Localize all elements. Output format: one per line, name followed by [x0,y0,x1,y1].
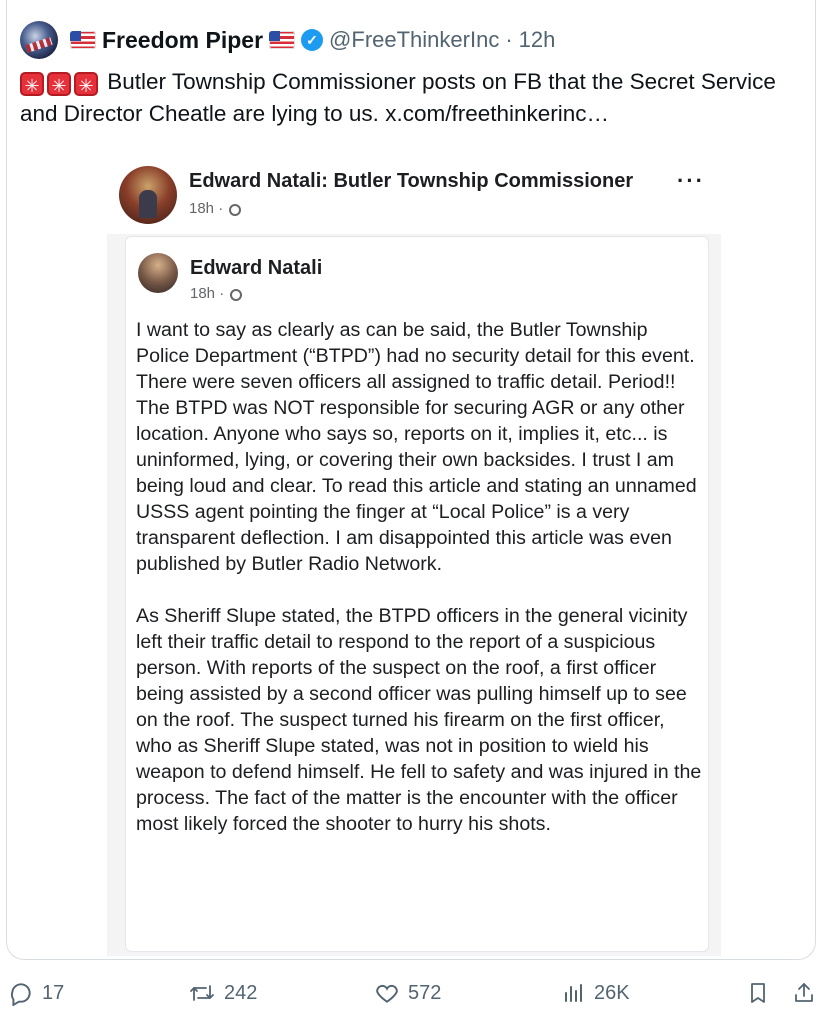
user-avatar[interactable] [20,21,58,59]
bookmark-icon [746,980,770,1006]
us-flag-icon [269,31,295,49]
separator-dot: · [505,27,513,52]
rotating-light-icon: ✳ [20,72,44,96]
globe-icon [229,204,241,216]
reply-icon [8,980,34,1006]
fb-author-avatar [138,253,178,293]
repost-icon [188,980,216,1006]
tweet-text [20,66,780,130]
fb-post-time: 18h · [189,200,224,217]
fb-post-body [136,317,702,863]
rotating-light-icon: ✳ [74,72,98,96]
views-count: 26K [594,981,630,1004]
fb-page-name: Edward Natali: Butler Township Commissioner [189,170,634,192]
like-count: 572 [408,981,442,1004]
fb-shared-post [125,236,709,952]
like-button[interactable] [374,980,441,1006]
fb-paragraph: As Sheriff Slupe stated, the BTPD officers in the general vicinity left their traffic detail to respond to the report of a suspicious person. With reports of the suspect on the roof, a first officer being assisted by a second officer was pulling himself up to see on the roof. The suspect turned his firearm on the first officer, who as Sheriff Slupe stated, was not in position to wield his weapon to defend himself. He fell to safety and was injured in the process. The fact of the matter is the encounter with the officer most likely forced the shooter to hurry his shots. [136,605,702,835]
share-button[interactable] [792,980,816,1006]
tweet-timestamp[interactable]: 12h [518,27,556,52]
tweet-action-bar [0,972,824,1018]
views-chart-icon [562,980,586,1006]
fb-post-header [107,152,721,234]
repost-count: 242 [224,981,258,1004]
us-flag-icon [70,31,96,49]
user-handle[interactable]: @FreeThinkerInc [329,27,500,52]
repost-button[interactable] [188,980,257,1006]
heart-icon [374,980,400,1006]
tweet-header [20,18,555,62]
fb-post-meta [189,200,241,217]
display-name[interactable]: Freedom Piper [102,26,264,53]
fb-author-name: Edward Natali [190,257,323,279]
globe-icon [230,289,242,301]
tweet-body: Butler Township Commissioner posts on FB that the Secret Service and Director Cheatle are lying to us. [20,69,776,126]
rotating-light-icon: ✳ [47,72,71,96]
fb-author-time: 18h · [190,285,225,302]
views-button[interactable] [562,980,630,1006]
fb-page-avatar [119,166,177,224]
verified-badge-icon[interactable]: ✓ [301,29,323,51]
bookmark-button[interactable] [746,980,770,1006]
reply-button[interactable] [8,980,64,1006]
attached-image[interactable] [107,152,721,956]
share-icon [792,980,816,1006]
fb-author-meta [190,285,242,302]
fb-paragraph: I want to say as clearly as can be said, the Butler Township Police Department (“BTPD”) had no security detail for this event. There were seven officers all assigned to traffic detail. Period!! The BTPD was NOT responsible for securing AGR or any other location. Anyone who says so, reports on it, implies it, etc... is uninformed, lying, or covering their own backsides. I trust I am being loud and clear. To read this article and stating an unnamed USSS agent pointing the finger at “Local Police” is a very transparent deflection. I am disappointed this article was even published by Butler Radio Network. [136,319,697,575]
tweet-link[interactable]: x.com/freethinkerinc… [385,101,610,126]
reply-count: 17 [42,981,65,1004]
more-options-icon: ··· [677,168,705,193]
